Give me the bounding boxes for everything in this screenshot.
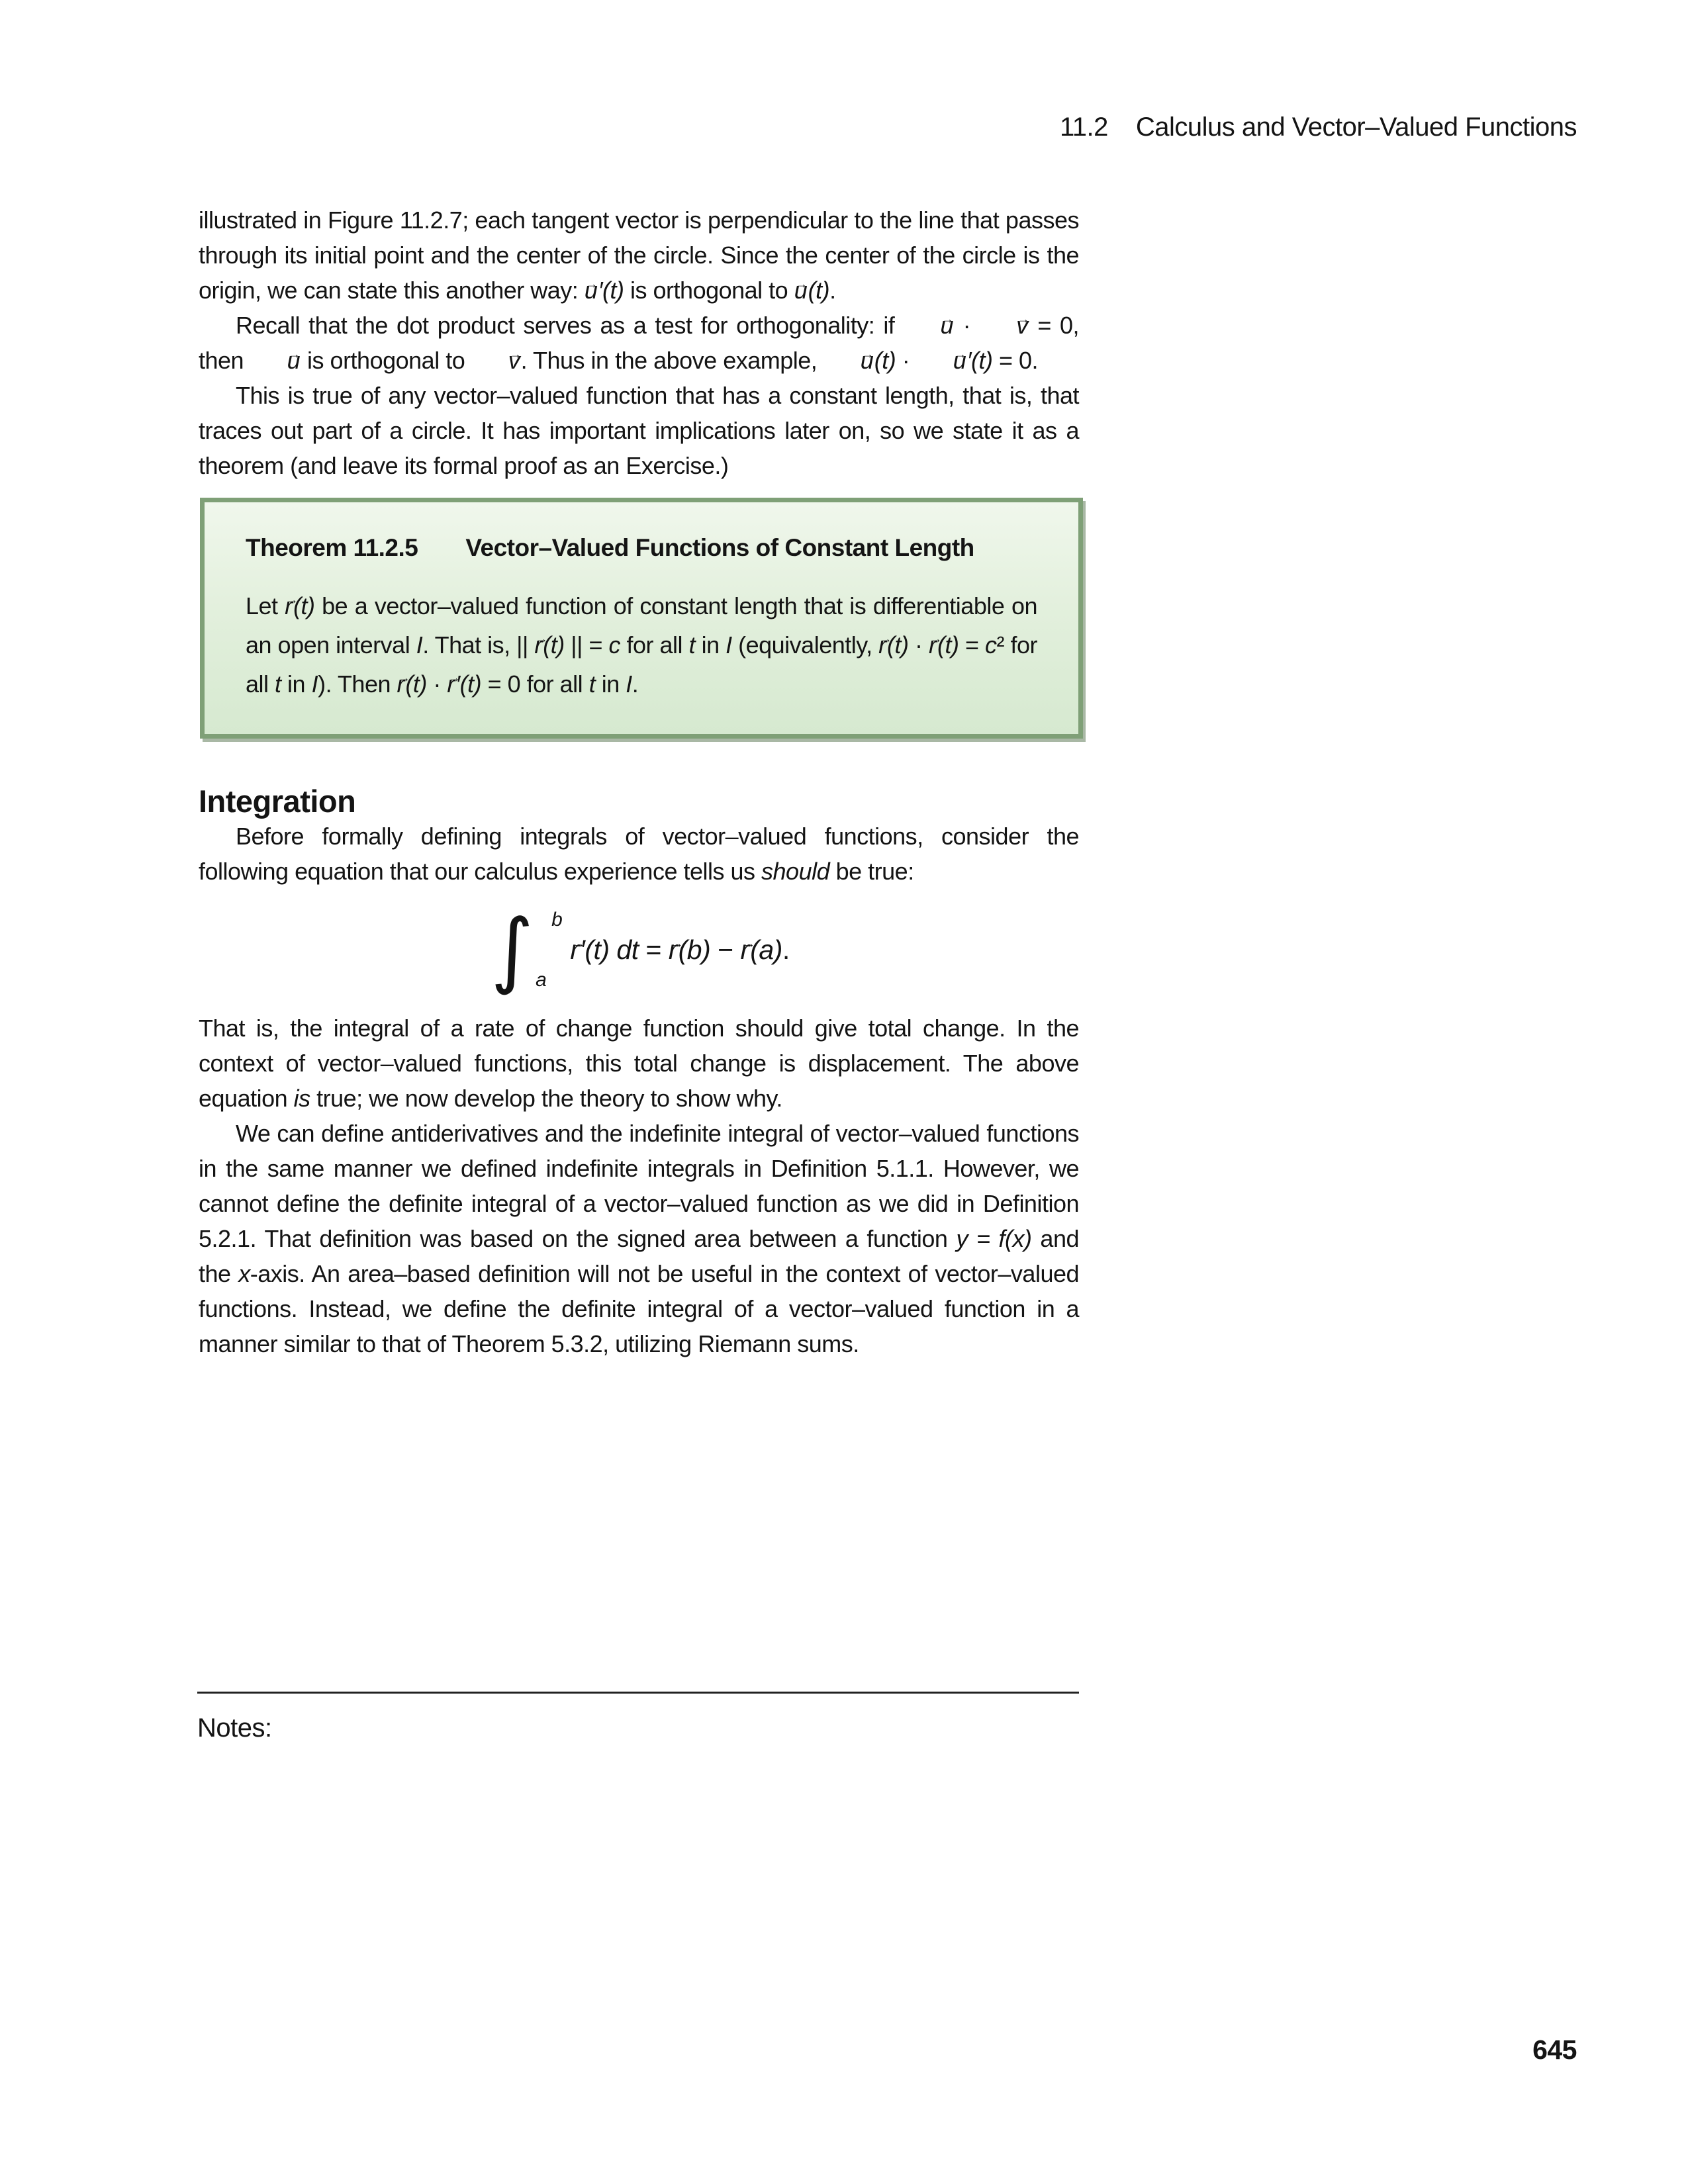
integral-lower-limit: a (536, 968, 547, 991)
text-column (199, 203, 1079, 1361)
paragraph: This is true of any vector–valued function that has a constant length, that is, that traces out part of a circle. It has important implications later on, so we state it as a theorem (and leave its formal proof as an Exercise.) (199, 382, 1079, 479)
theorem-box (200, 498, 1083, 739)
paragraph: That is, the integral of a rate of change function should give total change. In the context of vector–valued functions, this total change is displacement. The above equation is true; we now develop the theory to show why. (199, 1014, 1079, 1112)
theorem-label: Theorem 11.2.5 (246, 534, 418, 561)
section-number: 11.2 (1059, 113, 1108, 142)
notes-section (197, 1692, 1079, 1743)
integral-group (488, 902, 563, 997)
paragraph: Recall that the dot product serves as a test for orthogonality: if u → · v → = 0, then u → is orthogonal to v →. Thus in the above example, u →(t) · u →′(t) = 0. (199, 308, 1079, 378)
paragraph: We can define antiderivatives and the indefinite integral of vector–valued functions in the same manner we defined indefinite integrals in Definition 5.1.1. However, we cannot define the definite integral of a vector–valued function as we did in Definition 5.2.1. That definition was based on the signed area between a function y = f(x) and the x-axis. An area–based definition will not be useful in the context of vector–valued functions. Instead, we define the definite integral of a vector–valued function in a manner similar to that of Theorem 5.3.2, utilizing Riemann sums. (199, 1119, 1080, 1357)
paragraph: illustrated in Figure 11.2.7; each tangent vector is perpendicular to the line that passes through its initial point and the center of the circle. Since the center of the circle is the origin, we can state this another way: u →′(t) is orthogonal to u →(t). (199, 203, 1079, 308)
page-number: 645 (1532, 2034, 1577, 2065)
paragraph: Before formally defining integrals of vector–valued functions, consider the following equation that our calculus experience tells us should be true: (199, 823, 1079, 885)
equation-body: r →′(t) dt = r →(b) − r →(a). (570, 933, 789, 968)
section-title: Calculus and Vector–Valued Functions (1135, 113, 1577, 142)
integral-upper-limit: b (551, 909, 563, 931)
notes-label: Notes: (197, 1713, 272, 1743)
integral-symbol: ∫ (491, 902, 534, 997)
section-heading: Integration (199, 784, 356, 819)
display-equation (199, 902, 1079, 997)
theorem-title: Vector–Valued Functions of Constant Length (465, 534, 974, 561)
theorem-header (246, 530, 1037, 565)
running-header (1060, 113, 1577, 142)
theorem-body: Let r →(t) be a vector–valued function of constant length that is differentiable on an open interval I. That is, || r →(t) || = c for all t in I (equivalently, r →(t) · r →(t) = c² for all t in I). Then r →(t) · r →′(t) = 0 for all t in I. (246, 586, 1037, 704)
